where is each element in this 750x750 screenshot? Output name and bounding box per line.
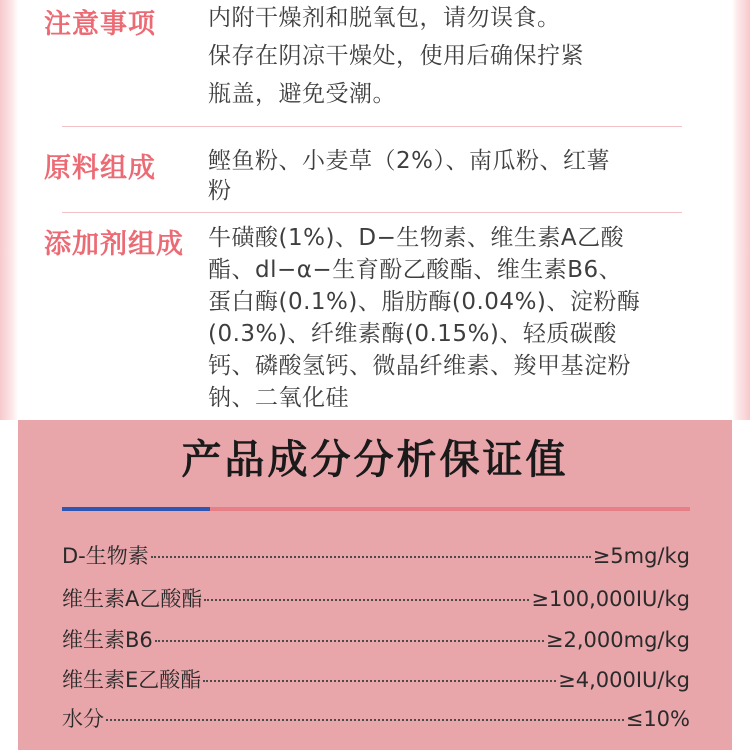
analysis-item-name: 维生素B6 — [62, 628, 153, 652]
analysis-item-name: D-生物素 — [62, 544, 149, 568]
notes-label: 注意事项 — [44, 9, 156, 40]
additives-line: (0.3%)、纤维素酶(0.15%)、轻质碳酸 — [208, 321, 617, 347]
analysis-item-name: 维生素E乙酸酯 — [62, 668, 202, 692]
dot-leader — [204, 599, 529, 601]
notes-text — [208, 2, 678, 110]
notes-section — [44, 2, 684, 120]
left-pink-border — [0, 0, 18, 420]
ingredients-section — [44, 146, 684, 208]
ingredients-line: 粉 — [208, 178, 232, 204]
ingredients-label: 原料组成 — [44, 153, 156, 184]
dot-leader — [106, 719, 624, 721]
title-underline-blue — [62, 507, 210, 511]
additives-label: 添加剂组成 — [44, 229, 184, 260]
additives-line: 酯、dl−α−生育酚乙酸酯、维生素B6、 — [208, 257, 623, 283]
dot-leader — [155, 640, 544, 642]
analysis-item-value: ≥2,000mg/kg — [545, 628, 690, 652]
divider — [62, 212, 682, 213]
notes-line: 内附干燥剂和脱氧包，请勿误食。 — [208, 5, 561, 31]
ingredients-line: 鲣鱼粉、小麦草（2%）、南瓜粉、红薯 — [208, 148, 610, 174]
notes-line: 瓶盖，避免受潮。 — [208, 81, 396, 107]
additives-line: 钙、磷酸氢钙、微晶纤维素、羧甲基淀粉 — [208, 353, 631, 379]
analysis-item-name: 水分 — [62, 707, 104, 731]
additives-section — [44, 222, 684, 422]
analysis-item-value: ≥5mg/kg — [592, 544, 690, 568]
analysis-title: 产品成分分析保证值 — [181, 437, 569, 483]
dot-leader — [203, 680, 556, 682]
analysis-item-value: ≥100,000IU/kg — [531, 587, 690, 611]
analysis-item-value: ≥4,000IU/kg — [558, 668, 690, 692]
additives-line: 钠、二氧化硅 — [208, 385, 349, 411]
analysis-item-value: ≤10% — [625, 707, 690, 731]
additives-text — [208, 222, 678, 414]
ingredients-text — [208, 146, 676, 206]
right-pink-border — [732, 0, 750, 420]
analysis-row-vitamin-a — [62, 583, 690, 615]
notes-line: 保存在阴凉干燥处，使用后确保拧紧 — [208, 43, 584, 69]
dot-leader — [151, 556, 591, 558]
analysis-row-vitamin-e — [62, 664, 690, 696]
additives-line: 牛磺酸(1%)、D−生物素、维生素A乙酸 — [208, 225, 625, 251]
analysis-row-biotin — [62, 540, 690, 572]
analysis-row-moisture — [62, 703, 690, 735]
title-underline-pink — [210, 507, 690, 511]
additives-line: 蛋白酶(0.1%)、脂肪酶(0.04%)、淀粉酶 — [208, 289, 641, 315]
analysis-row-vitamin-b6 — [62, 624, 690, 656]
analysis-item-name: 维生素A乙酸酯 — [62, 587, 203, 611]
divider — [62, 126, 682, 127]
